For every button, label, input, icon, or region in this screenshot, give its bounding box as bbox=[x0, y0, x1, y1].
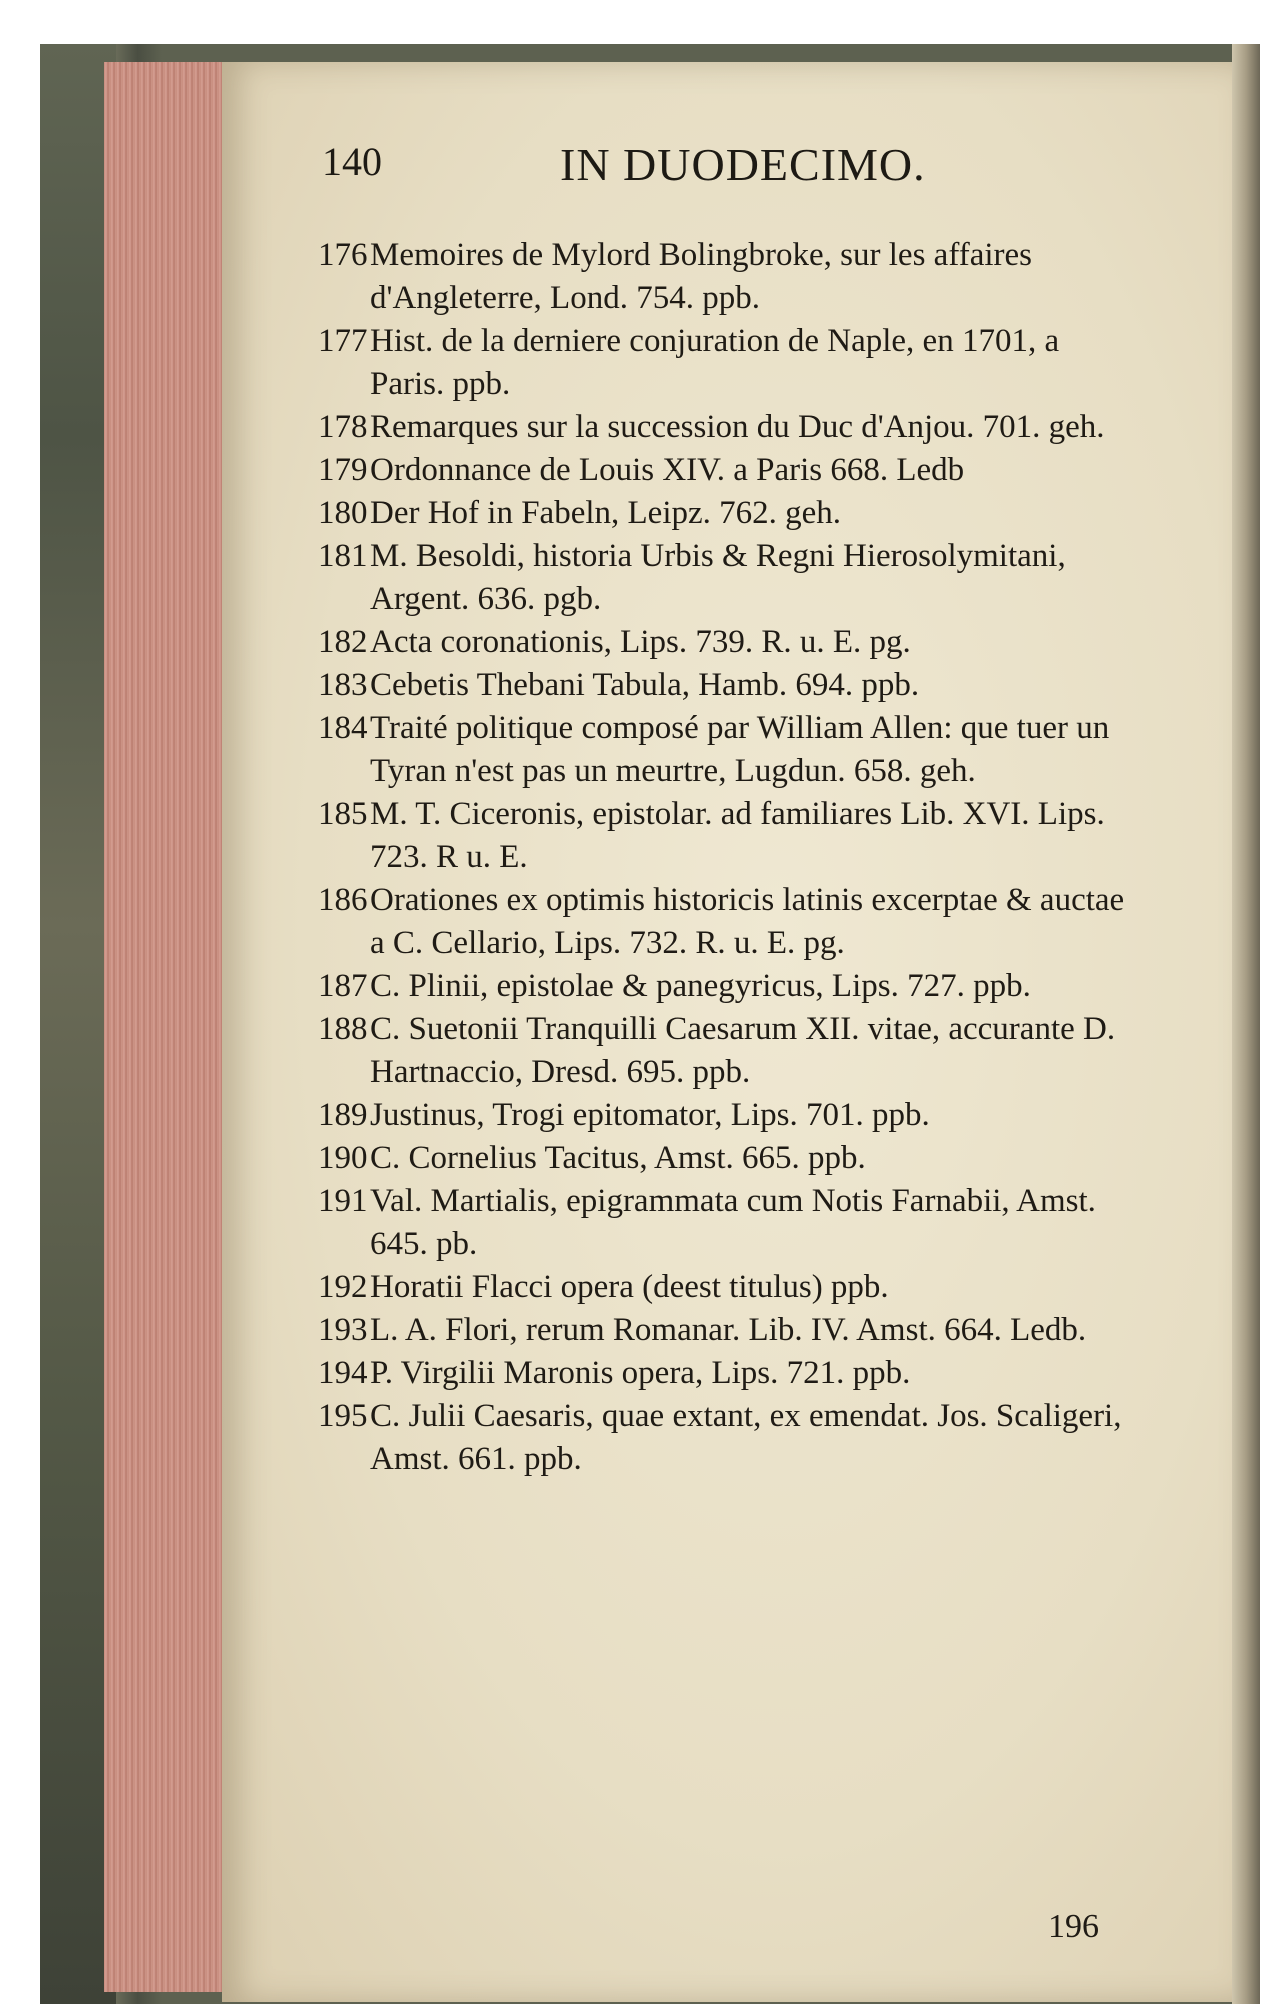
entry-number: 191 bbox=[318, 1183, 368, 1219]
entry-text: M. Besoldi, historia Urbis & Regni Hierosolymitani, Argent. 636. pgb. bbox=[370, 538, 1066, 617]
entry-number: 181 bbox=[318, 538, 368, 574]
entry-number: 192 bbox=[318, 1269, 368, 1305]
entry-text: Ordonnance de Louis XIV. a Paris 668. Ledb bbox=[370, 452, 965, 488]
entry-text: C. Julii Caesaris, quae extant, ex emendat. Jos. Scaligeri, Amst. 661. ppb. bbox=[370, 1398, 1122, 1477]
entry-text: Remarques sur la succession du Duc d'Anjou. 701. geh. bbox=[370, 409, 1105, 445]
entry-number: 193 bbox=[318, 1312, 368, 1348]
catalog-entry bbox=[318, 1137, 1138, 1180]
catchword: 196 bbox=[1048, 1908, 1099, 1945]
entry-number: 184 bbox=[318, 710, 368, 746]
entry-text: L. A. Flori, rerum Romanar. Lib. IV. Amst. 664. Ledb. bbox=[370, 1312, 1087, 1348]
catalog-entry bbox=[318, 965, 1138, 1008]
catalog-entries bbox=[318, 234, 1138, 1481]
entry-text: Hist. de la derniere conjuration de Naple, en 1701, a Paris. ppb. bbox=[370, 323, 1060, 402]
catalog-entry bbox=[318, 879, 1138, 965]
catalog-entry bbox=[318, 793, 1138, 879]
catalog-entry bbox=[318, 1352, 1138, 1395]
entry-text: Acta coronationis, Lips. 739. R. u. E. pg. bbox=[370, 624, 911, 660]
entry-text: Orationes ex optimis historicis latinis excerptae & auctae a C. Cellario, Lips. 732. R. u. E. pg. bbox=[370, 882, 1125, 961]
catalog-entry bbox=[318, 535, 1138, 621]
catalog-entry bbox=[318, 1094, 1138, 1137]
entry-number: 188 bbox=[318, 1011, 368, 1047]
entry-number: 179 bbox=[318, 452, 368, 488]
entry-text: C. Suetonii Tranquilli Caesarum XII. vitae, accurante D. Hartnaccio, Dresd. 695. ppb. bbox=[370, 1011, 1116, 1090]
catalog-entry bbox=[318, 1395, 1138, 1481]
entry-number: 185 bbox=[318, 796, 368, 832]
catalog-entry bbox=[318, 320, 1138, 406]
catalog-entry bbox=[318, 406, 1138, 449]
entry-number: 177 bbox=[318, 323, 368, 359]
catalog-entry bbox=[318, 234, 1138, 320]
catalog-entry bbox=[318, 664, 1138, 707]
entry-text: C. Plinii, epistolae & panegyricus, Lips. 727. ppb. bbox=[370, 968, 1031, 1004]
page-title: IN DUODECIMO. bbox=[560, 139, 926, 190]
catalog-entry bbox=[318, 1008, 1138, 1094]
entry-text: Val. Martialis, epigrammata cum Notis Farnabii, Amst. 645. pb. bbox=[370, 1183, 1096, 1262]
entry-number: 176 bbox=[318, 237, 368, 273]
entry-text: Justinus, Trogi epitomator, Lips. 701. ppb. bbox=[370, 1097, 930, 1133]
entry-text: P. Virgilii Maronis opera, Lips. 721. ppb. bbox=[370, 1355, 911, 1391]
catalog-entry bbox=[318, 1266, 1138, 1309]
entry-number: 183 bbox=[318, 667, 368, 703]
catalog-entry bbox=[318, 492, 1138, 535]
catalog-entry bbox=[318, 1309, 1138, 1352]
entry-number: 182 bbox=[318, 624, 368, 660]
entry-text: C. Cornelius Tacitus, Amst. 665. ppb. bbox=[370, 1140, 866, 1176]
entry-number: 178 bbox=[318, 409, 368, 445]
entry-text: Horatii Flacci opera (deest titulus) ppb. bbox=[370, 1269, 889, 1305]
catalog-entry bbox=[318, 449, 1138, 492]
entry-number: 194 bbox=[318, 1355, 368, 1391]
entry-number: 190 bbox=[318, 1140, 368, 1176]
page-fold bbox=[1232, 44, 1260, 2004]
page-edges bbox=[104, 62, 224, 1992]
entry-text: M. T. Ciceronis, epistolar. ad familiares Lib. XVI. Lips. 723. R u. E. bbox=[370, 796, 1105, 875]
catalog-entry bbox=[318, 707, 1138, 793]
entry-text: Der Hof in Fabeln, Leipz. 762. geh. bbox=[370, 495, 842, 531]
entry-number: 189 bbox=[318, 1097, 368, 1133]
catalog-entry bbox=[318, 621, 1138, 664]
page-number: 140 bbox=[322, 139, 382, 184]
running-head bbox=[0, 138, 1267, 198]
entry-number: 180 bbox=[318, 495, 368, 531]
catalog-entry bbox=[318, 1180, 1138, 1266]
entry-text: Traité politique composé par William Allen: que tuer un Tyran n'est pas un meurtre, Lugdun. 658. geh. bbox=[370, 710, 1110, 789]
entry-number: 187 bbox=[318, 968, 368, 1004]
entry-number: 195 bbox=[318, 1398, 368, 1434]
entry-text: Cebetis Thebani Tabula, Hamb. 694. ppb. bbox=[370, 667, 920, 703]
entry-number: 186 bbox=[318, 882, 368, 918]
entry-text: Memoires de Mylord Bolingbroke, sur les affaires d'Angleterre, Lond. 754. ppb. bbox=[370, 237, 1032, 316]
